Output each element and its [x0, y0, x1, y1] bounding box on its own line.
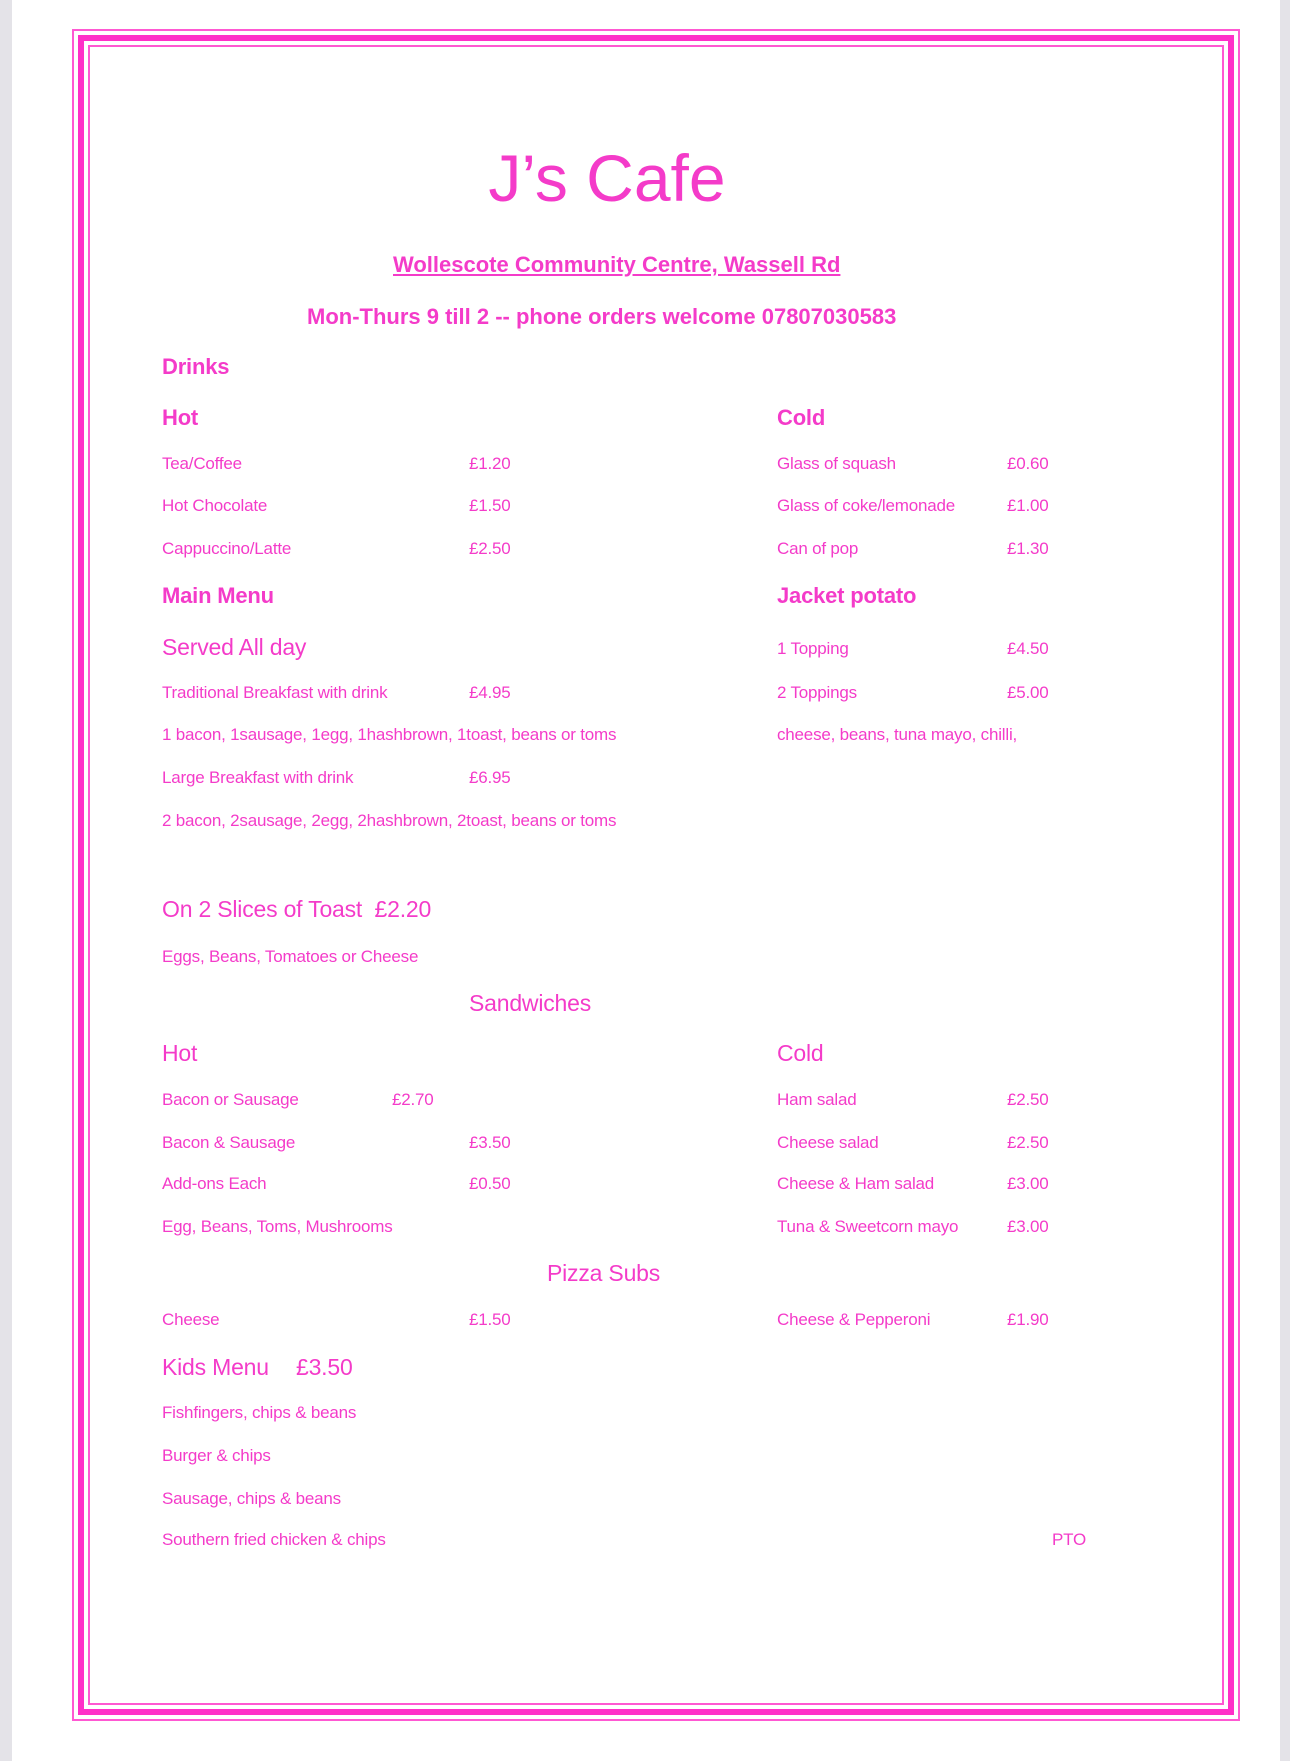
toast-desc: Eggs, Beans, Tomatoes or Cheese [162, 947, 419, 966]
kids-menu-heading: Kids Menu [162, 1354, 269, 1380]
cafe-title: J’s Cafe [488, 141, 726, 215]
menu-item-name: Can of pop [777, 539, 859, 558]
hot-drinks-heading: Hot [162, 405, 199, 430]
menu-item-price: £0.50 [469, 1174, 511, 1193]
menu-item-name: Cheese [162, 1310, 220, 1329]
menu-item-price: £2.50 [1007, 1133, 1049, 1152]
toast-heading: On 2 Slices of Toast £2.20 [162, 896, 432, 922]
menu-item-name: Cheese & Ham salad [777, 1174, 935, 1193]
menu-item-name: Bacon or Sausage [162, 1090, 299, 1109]
jacket-potato-heading: Jacket potato [777, 583, 917, 608]
addons-list: Egg, Beans, Toms, Mushrooms [162, 1217, 393, 1236]
menu-item-name: Large Breakfast with drink [162, 768, 354, 787]
menu-item-name: Ham salad [777, 1090, 857, 1109]
menu-item-price: £3.00 [1007, 1174, 1049, 1193]
menu-item-name: Glass of coke/lemonade [777, 496, 955, 515]
hot-sandwiches-heading: Hot [162, 1040, 198, 1066]
menu-item-name: Hot Chocolate [162, 496, 268, 515]
menu-item-price: £1.50 [469, 1310, 511, 1329]
menu-item-name: Traditional Breakfast with drink [162, 683, 388, 702]
menu-item-name: Bacon & Sausage [162, 1133, 296, 1152]
menu-item-name: Glass of squash [777, 454, 896, 473]
kids-item: Burger & chips [162, 1446, 271, 1465]
kids-item: Fishfingers, chips & beans [162, 1403, 357, 1422]
kids-item: Southern fried chicken & chips [162, 1530, 386, 1549]
menu-page [12, 0, 1280, 1761]
menu-item-price: £2.50 [469, 539, 511, 558]
sandwiches-heading: Sandwiches [469, 990, 592, 1016]
address: Wollescote Community Centre, Wassell Rd [393, 252, 841, 277]
pto-note: PTO [1052, 1530, 1087, 1549]
menu-item-price: £1.20 [469, 454, 511, 473]
menu-item-name: Add-ons Each [162, 1174, 267, 1193]
menu-item-price: £4.50 [1007, 639, 1049, 658]
menu-item-desc: 1 bacon, 1sausage, 1egg, 1hashbrown, 1toast, beans or toms [162, 725, 617, 744]
menu-item-price: £1.00 [1007, 496, 1049, 515]
menu-item-price: £0.60 [1007, 454, 1049, 473]
menu-item-price: £3.00 [1007, 1217, 1049, 1236]
menu-item-price: £4.95 [469, 683, 511, 702]
cold-sandwiches-heading: Cold [777, 1040, 824, 1066]
menu-item-price: £1.30 [1007, 539, 1049, 558]
served-all-day: Served All day [162, 634, 307, 660]
cold-drinks-heading: Cold [777, 405, 826, 430]
pizza-subs-heading: Pizza Subs [547, 1260, 661, 1286]
menu-item-price: £1.50 [469, 496, 511, 515]
hours: Mon-Thurs 9 till 2 -- phone orders welcome 07807030583 [307, 304, 897, 329]
menu-item-price: £2.70 [392, 1090, 434, 1109]
menu-item-name: Cappuccino/Latte [162, 539, 292, 558]
menu-item-name: Tuna & Sweetcorn mayo [777, 1217, 959, 1236]
menu-item-price: £2.50 [1007, 1090, 1049, 1109]
menu-item-name: 2 Toppings [777, 683, 857, 702]
menu-item-price: £3.50 [469, 1133, 511, 1152]
kids-item: Sausage, chips & beans [162, 1489, 341, 1508]
menu-item-name: 1 Topping [777, 639, 849, 658]
menu-item-name: Tea/Coffee [162, 454, 242, 473]
menu-item-price: £5.00 [1007, 683, 1049, 702]
kids-menu-price: £3.50 [296, 1354, 353, 1380]
main-menu-heading: Main Menu [162, 583, 274, 608]
menu-item-name: Cheese & Pepperoni [777, 1310, 931, 1329]
toppings-list: cheese, beans, tuna mayo, chilli, [777, 725, 1018, 744]
menu-item-price: £1.90 [1007, 1310, 1049, 1329]
menu-item-price: £6.95 [469, 768, 511, 787]
menu-item-name: Cheese salad [777, 1133, 879, 1152]
drinks-heading: Drinks [162, 354, 230, 379]
menu-item-desc: 2 bacon, 2sausage, 2egg, 2hashbrown, 2toast, beans or toms [162, 811, 617, 830]
